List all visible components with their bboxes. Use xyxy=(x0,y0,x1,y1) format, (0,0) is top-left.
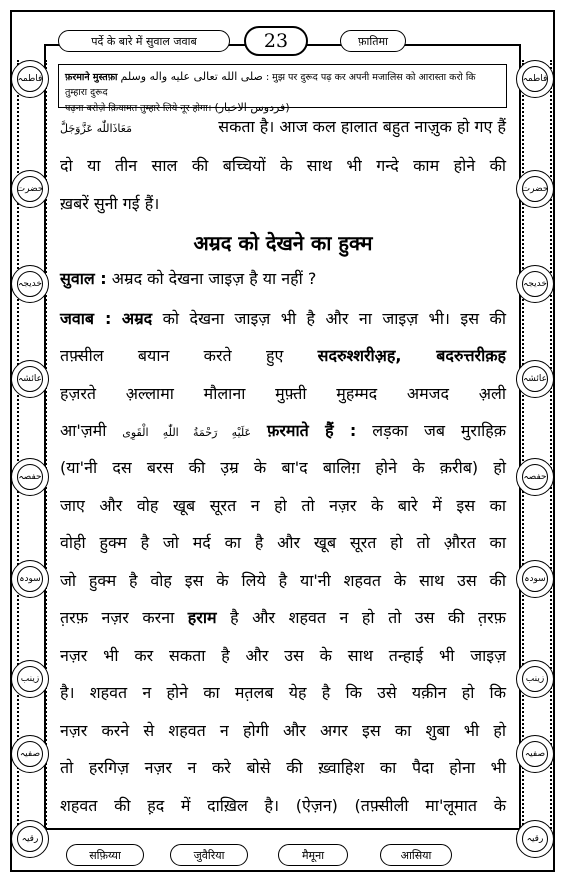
left-ornament: حفصہ xyxy=(11,458,49,496)
body-text-bold: हराम xyxy=(187,608,217,627)
body-text: है और शहवत न हो तो उस की त़रफ़ xyxy=(230,608,506,627)
right-ornament: حضرت xyxy=(516,170,554,208)
para-line-12: तो हरगिज़ नज़र न करे बोसे की ख़्वाहिश का पैदा होना भी xyxy=(60,758,506,777)
body-text: लड़का जब मुराहिक़ xyxy=(372,421,507,440)
left-ornament: حضرت xyxy=(11,170,49,208)
body-text-bold: फ़रमाते हैं : xyxy=(267,421,357,440)
right-ornament: صفیہ xyxy=(516,735,554,773)
arabic-phrase: مَعَاذَاللّٰه عَزَّوَجَلَّ xyxy=(60,122,132,135)
right-ornament: فاطمہ xyxy=(516,60,554,98)
hadith-source: (فردوس الاخبار) xyxy=(214,101,290,114)
left-ornament: زینب xyxy=(11,660,49,698)
footer-tab: सफ़िय्या xyxy=(66,844,144,866)
title-text: सदरुश्शरीअ़ह, बदरुत्तरीक़ह xyxy=(317,346,506,365)
question-text: अम्रद को देखना जाइज़ है या नहीं ? xyxy=(111,269,317,288)
body-line-2: दो या तीन साल की बच्चियों के साथ भी गन्दे काम होने की xyxy=(60,156,506,175)
hadith-label: फ़रमाने मुस्तफ़ा xyxy=(65,72,118,83)
hadith-text: : मुझ पर दुरूद पढ़ कर अपनी मजालिस को आरास्ता करो कि तुम्हारा दुरूद xyxy=(65,72,476,98)
para-line-7: जो हुक्म है वोह इस के लिये है या'नी शहवत के साथ उस की xyxy=(60,571,506,590)
hadith-text-2: पढ़ना बरोज़े क़ियामत तुम्हारे लिये नूर होगा। xyxy=(65,103,212,114)
right-ornament: سودہ xyxy=(516,560,554,598)
left-ornament: صفیہ xyxy=(11,735,49,773)
section-heading: अम्रद को देखने का हुक्म xyxy=(193,231,373,255)
para-line-5: जाए और वोह खूब सूरत न हो तो नज़र के बारे में इस का xyxy=(60,496,506,515)
body-text: आ'ज़मी xyxy=(60,421,107,440)
body-line-3: ख़बरें सुनी गई हैं। xyxy=(60,194,160,213)
right-ornament: حفصہ xyxy=(516,458,554,496)
right-ornament: زینب xyxy=(516,660,554,698)
header-right-tab: फ़ातिमा xyxy=(340,30,406,52)
arabic-honorific: عَلَيْهِ رَحْمَةُ اللّٰهِ الْقَوِى xyxy=(122,426,252,439)
body-text: सकता है। आज कल हालात बहुत नाज़ुक हो गए हैं xyxy=(218,117,506,136)
para-line-4: (या'नी दस बरस की उ़म्र के बा'द बालिग़ होने के क़रीब) हो xyxy=(60,458,506,477)
left-ornament: فاطمہ xyxy=(11,60,49,98)
question-label: सुवाल : xyxy=(60,269,107,288)
hadith-box xyxy=(58,64,507,114)
para-line-11: नज़र करने से शहवत न होगी और अगर इस का शुबा भी हो xyxy=(60,721,506,740)
para-line-1 xyxy=(60,345,506,367)
para-line-8 xyxy=(60,607,506,629)
left-ornament: رقیہ xyxy=(11,820,49,858)
hadith-honorific: صلى الله تعالى عليه واله وسلم xyxy=(120,70,263,83)
para-line-9: नज़र भी कर सकता है और उस के साथ तन्हाई भी जाइज़ xyxy=(60,646,506,665)
page-number: 23 xyxy=(244,26,308,56)
left-ornament: خدیجہ xyxy=(11,265,49,303)
question-line xyxy=(60,268,506,290)
left-ornament: عائشہ xyxy=(11,360,49,398)
para-line-6: वोही हुक्म है जो मर्द का है और खूब सूरत हो तो औ़रत का xyxy=(60,533,506,552)
para-line-2: हज़रते अ़ल्लामा मौलाना मुफ़्ती मुहम्मद अमजद अ़ली xyxy=(60,384,506,403)
body-text: त़रफ़ नज़र करना xyxy=(60,608,175,627)
para-line-10: है। शहवत न होने का मत़लब येह है कि उसे यक़ीन हो कि xyxy=(60,683,506,702)
para-line-3 xyxy=(60,420,506,444)
answer-bold-word: अम्रद xyxy=(121,309,153,328)
para-line-13: शहवत की ह़द में दाख़िल है। (ऐज़न) (तफ़्सीली मा'लूमात के xyxy=(60,796,506,815)
answer-label: जवाब : xyxy=(60,309,112,328)
footer-tab: आसिया xyxy=(380,844,452,866)
answer-line xyxy=(60,308,506,330)
left-ornament: سودہ xyxy=(11,560,49,598)
body-text: तफ़्सील बयान करते हुए xyxy=(60,346,284,365)
right-ornament: رقیہ xyxy=(516,820,554,858)
header-left-tab: पर्दे के बारे में सुवाल जवाब xyxy=(58,30,230,52)
footer-tab: जुवैरिया xyxy=(170,844,248,866)
right-ornament: عائشہ xyxy=(516,360,554,398)
right-ornament: خدیجہ xyxy=(516,265,554,303)
answer-text: को देखना जाइज़ भी है और ना जाइज़ भी। इस की xyxy=(162,309,506,328)
footer-tab: मैमूना xyxy=(278,844,348,866)
